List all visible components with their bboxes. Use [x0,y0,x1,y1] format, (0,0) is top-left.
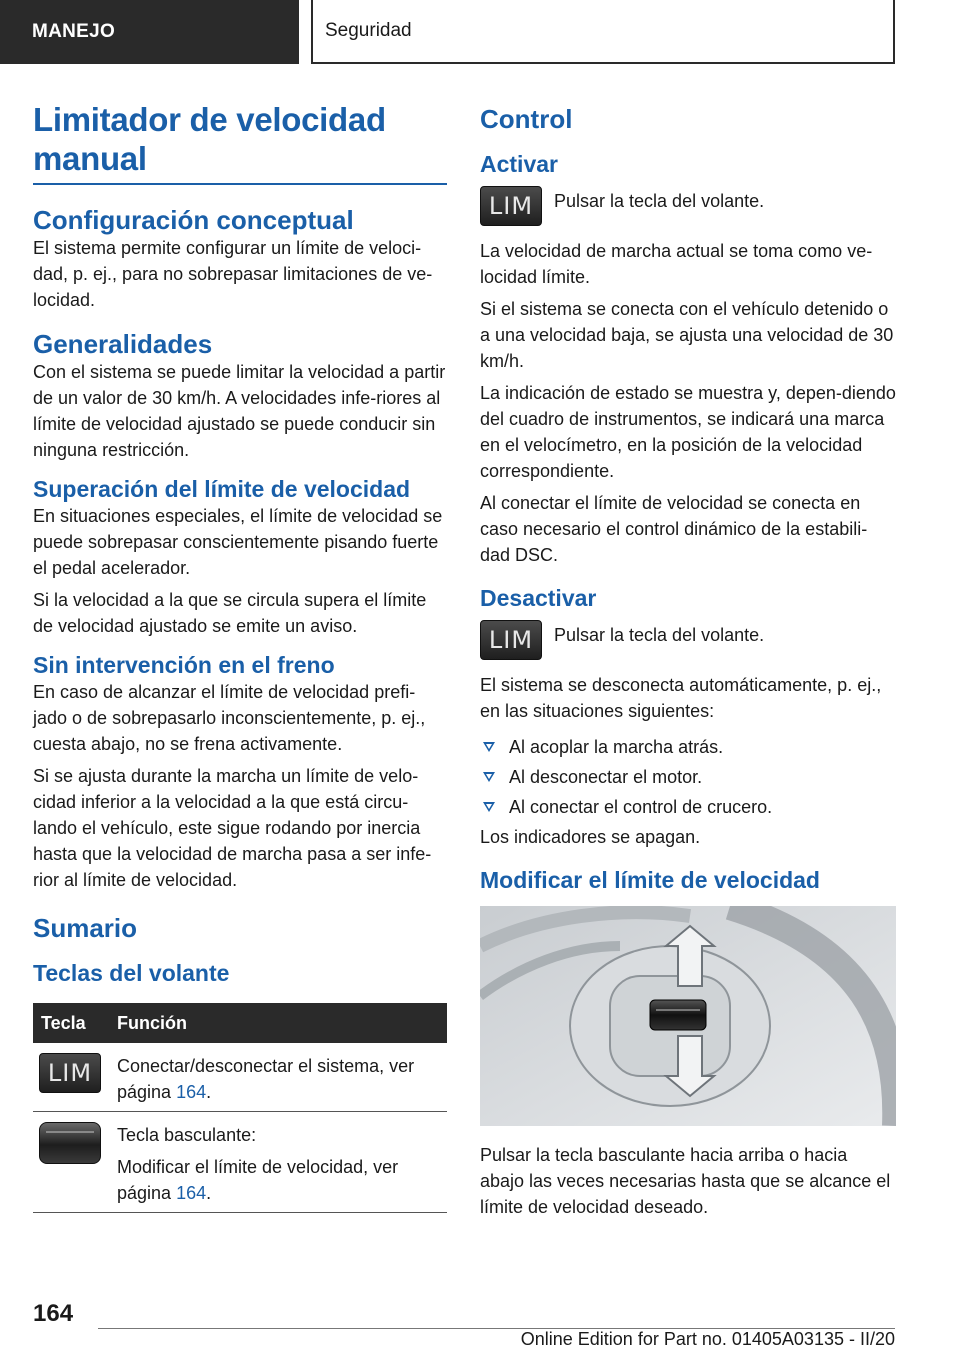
concept-text: El sistema permite configurar un límite de veloci-dad, p. ej., para no sobrepasar limitaciones de ve-locidad. [33,238,433,310]
triangle-bullet-icon [483,742,495,752]
wheel-keys-heading: Teclas del volante [33,960,230,986]
deactivate-text-2: Los indicadores se apagan. [480,827,701,847]
list-item: Al desconectar el motor. [480,764,896,790]
right-column [480,100,896,1220]
lim-button-icon: LIM [480,186,542,226]
page-number: 164 [33,1300,74,1327]
page-link[interactable]: 164 [176,1082,207,1102]
general-text: Con el sistema se puede limitar la velocidad a partir de un valor de 30 km/h. A velocidades infe-riores al límite de velocidad ajustado se puede conducir sin ninguna restricción. [33,362,446,460]
deactivate-action [480,620,896,660]
col-key-header: Tecla [33,1003,109,1043]
exceed-heading: Superación del límite de velocidad [33,476,411,502]
triangle-bullet-icon [483,802,495,812]
deactivate-action-text: Pulsar la tecla del volante. [554,625,765,645]
list-item: Al acoplar la marcha atrás. [480,734,896,760]
activate-text-1: La velocidad de marcha actual se toma como ve-locidad límite. [480,241,873,287]
page-link[interactable]: 164 [176,1183,207,1203]
activate-text-2: Si el sistema se conecta con el vehículo detenido o a una velocidad baja, se ajusta una velocidad de 30 km/h. [480,299,894,371]
lim-button-icon: LIM [480,620,542,660]
activate-action-text: Pulsar la tecla del volante. [554,191,765,211]
chapter-header: Seguridad [311,0,895,64]
list-item: Al conectar el control de crucero. [480,794,896,820]
activate-text-3: La indicación de estado se muestra y, depen-diendo del cuadro de instrumentos, se indicará una marca en el velocímetro, en la posición de la velocidad correspondiente. [480,383,896,481]
exceed-text-1: En situaciones especiales, el límite de velocidad se puede sobrepasar conscientemente pisando fuerte el pedal acelerador. [33,506,443,578]
activate-action [480,186,896,226]
key-cell [33,1112,109,1213]
function-text: Modificar el límite de velocidad, ver página [117,1157,399,1203]
page-title: Limitador de velocidad manual [33,101,386,177]
table-row [33,1112,447,1213]
function-text: Tecla basculante: [117,1125,257,1145]
col-function-header: Función [109,1003,447,1043]
activate-text-4: Al conectar el límite de velocidad se conecta en caso necesario el control dinámico de la estabili-dad DSC. [480,493,868,565]
brake-text-2: Si se ajusta durante la marcha un límite de velo-cidad inferior a la velocidad a la que está circu-lando el vehículo, este sigue rodando por inercia hasta que la velocidad de marcha pasa a ser infe-rior al límite de velocidad. [33,766,432,890]
control-heading: Control [480,104,573,134]
left-column [33,100,447,1213]
function-cell: Conectar/desconectar el sistema, ver página 164. [109,1043,447,1112]
deactivate-text-1: El sistema se desconecta automáticamente, p. ej., en las situaciones siguientes: [480,675,882,721]
exceed-text-2: Si la velocidad a la que se circula supera el límite de velocidad ajustado se emite un aviso. [33,590,427,636]
function-text: Conectar/desconectar el sistema, ver página [117,1056,415,1102]
section-header: MANEJO [0,0,299,64]
activate-heading: Activar [480,151,558,177]
key-cell [33,1043,109,1112]
wheel-keys-table [33,1003,447,1213]
brake-heading: Sin intervención en el freno [33,652,335,678]
brake-text-1: En caso de alcanzar el límite de velocidad prefi-jado o de sobrepasarlo inconscientemente, p. ej., cuesta abajo, no se frena activamente. [33,682,426,754]
lim-button-icon: LIM [39,1053,101,1093]
rocker-switch-icon [39,1122,101,1164]
general-heading: Generalidades [33,329,213,359]
table-row [33,1043,447,1112]
modify-text: Pulsar la tecla basculante hacia arriba o hacia abajo las veces necesarias hasta que se alcance el límite de velocidad deseado. [480,1145,891,1217]
triangle-bullet-icon [483,772,495,782]
footer-edition: Online Edition for Part no. 01405A03135 - II/20 [520,1329,895,1349]
steering-wheel-rocker-illustration [480,906,896,1126]
summary-heading: Sumario [33,913,138,943]
function-cell: Tecla basculante: Modificar el límite de velocidad, ver página 164. [109,1112,447,1213]
title-block [33,100,447,185]
concept-heading: Configuración conceptual [33,205,354,235]
deactivate-heading: Desactivar [480,585,597,611]
table-header-row [33,1003,447,1043]
modify-heading: Modificar el límite de velocidad [480,867,820,893]
